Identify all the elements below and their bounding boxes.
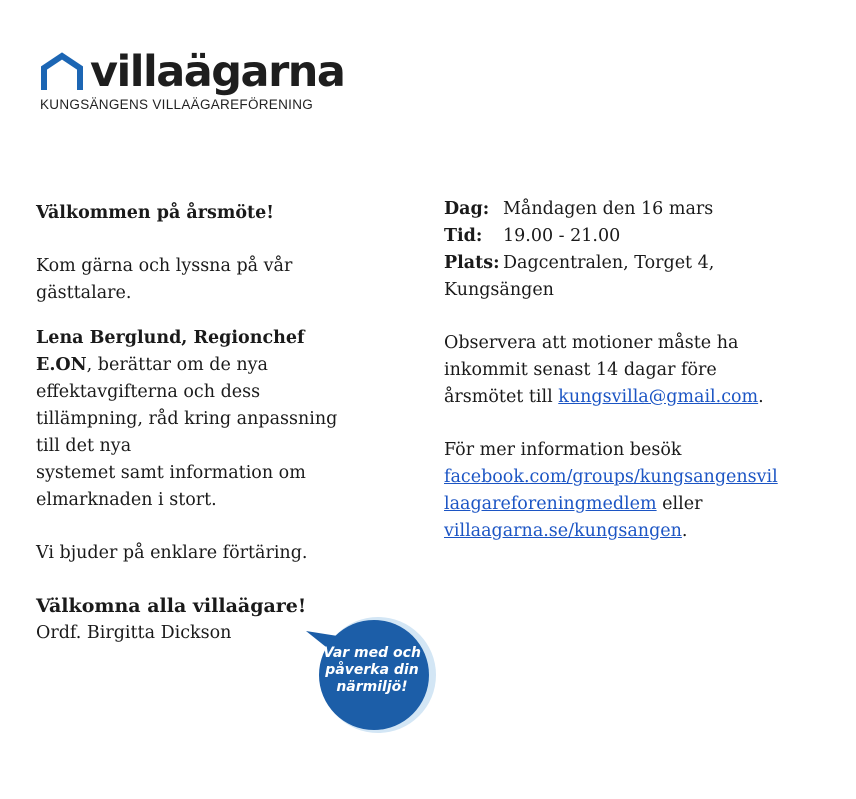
facebook-link[interactable]: facebook.com/groups/kungsangensvil laagareforeningmedlem [444,467,778,514]
logo [40,46,345,118]
info-paragraph [444,437,784,545]
day-value: Måndagen den 16 mars [503,199,714,219]
info-text: För mer information besök [444,440,682,460]
time-row [444,223,784,250]
time-value: 19.00 - 21.00 [503,226,621,246]
intro-text: Kom gärna och lyssna på vår gästtalare. [36,256,293,303]
badge-text: Var med och påverka din närmiljö! [323,645,421,695]
time-label: Tid: [444,226,483,246]
left-column [36,200,346,647]
refreshments-text: Vi bjuder på enklare förtäring. [36,543,308,563]
motion-end: . [758,387,764,407]
speech-bubble-badge [306,615,436,735]
place-value: Dagcentralen, Torget 4, [503,253,715,273]
day-label: Dag: [444,199,490,219]
info-mid: eller [656,494,703,514]
speaker-name: Lena Berglund, Regionchef E.ON [36,328,305,375]
logo-subtitle: KUNGSÄNGENS VILLAÄGAREFÖRENING [40,97,314,112]
right-column [444,196,784,545]
speaker-text-2: systemet samt information om elmarknaden i stort. [36,463,306,510]
email-link[interactable]: kungsvilla@gmail.com [558,387,759,407]
villaagarna-link[interactable]: villaagarna.se/kungsangen [444,521,682,541]
motion-text: Observera att motioner måste ha inkommit senast 14 dagar före årsmötet till [444,333,739,407]
info-end: . [681,521,688,541]
signature: Ordf. Birgitta Dickson [36,623,232,643]
day-row [444,196,784,223]
house-icon [40,52,84,94]
speaker-paragraph [36,325,346,514]
closing-heading: Välkomna alla villaägare! [36,595,307,617]
motion-paragraph [444,330,784,411]
speaker-text: , berättar om de nya effektavgifterna och dess tillämpning, råd kring anpassning till det nya [36,355,338,456]
place-value-2: Kungsängen [444,280,554,300]
logo-wordmark: villaägarna [90,47,345,97]
place-row [444,250,784,277]
welcome-heading: Välkommen på årsmöte! [36,203,274,223]
place-label: Plats: [444,253,500,273]
